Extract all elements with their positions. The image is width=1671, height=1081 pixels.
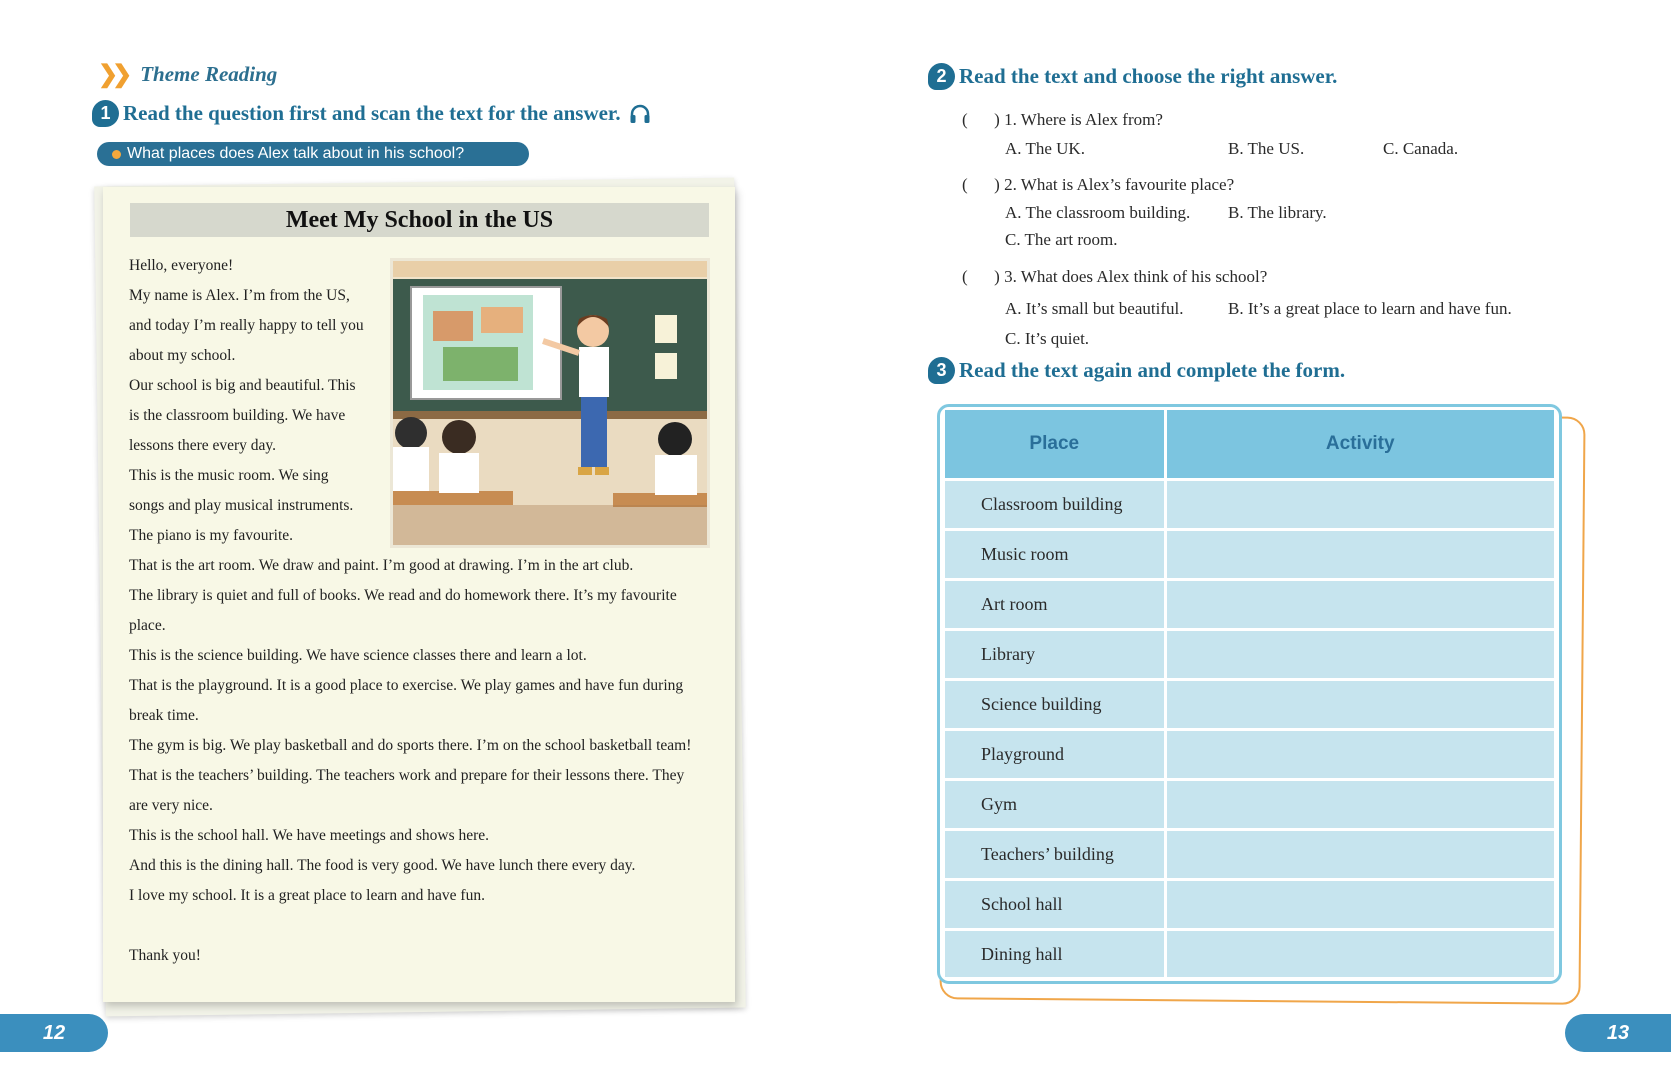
section-3-heading	[928, 357, 1345, 384]
answer-blank-close[interactable]: )	[994, 175, 1000, 194]
classroom-illustration	[390, 258, 710, 548]
section-1-number: 1	[92, 100, 119, 127]
article-line: and today I’m really happy to tell you	[129, 317, 364, 334]
question-1	[962, 110, 1163, 130]
option-a: A. The classroom building.	[1005, 203, 1191, 222]
activity-input-cell[interactable]	[1165, 780, 1554, 830]
answer-blank-close[interactable]: )	[994, 267, 1000, 286]
table-row	[945, 630, 1554, 680]
article-line: This is the school hall. We have meetings and shows here.	[129, 827, 490, 844]
question-pill-text: What places does Alex talk about in his school?	[127, 145, 465, 162]
option-c: C. It’s quiet.	[1005, 329, 1090, 348]
option-c: C. Canada.	[1383, 139, 1459, 158]
answer-blank-open[interactable]: (	[962, 110, 968, 129]
answer-blank-open[interactable]: (	[962, 267, 968, 286]
article-line: That is the art room. We draw and paint. I’m good at drawing. I’m in the art club.	[129, 557, 634, 574]
activity-input-cell[interactable]	[1165, 830, 1554, 880]
table-row	[945, 780, 1554, 830]
activity-input-cell[interactable]	[1165, 580, 1554, 630]
article-line: My name is Alex. I’m from the US,	[129, 287, 350, 304]
article-line: are very nice.	[129, 797, 213, 814]
option-c: C. The art room.	[1005, 230, 1118, 249]
option-a: A. It’s small but beautiful.	[1005, 299, 1184, 318]
article-line: lessons there every day.	[129, 437, 277, 454]
question-text: 3. What does Alex think of his school?	[1004, 267, 1268, 286]
double-chevron-icon: ❯❯	[98, 62, 127, 88]
article-line: Hello, everyone!	[129, 257, 234, 274]
place-cell: Gym	[945, 780, 1165, 830]
table-row	[945, 830, 1554, 880]
article-line: break time.	[129, 707, 199, 724]
section-1-title: Read the question first and scan the text for the answer.	[123, 101, 621, 125]
answer-blank-open[interactable]: (	[962, 175, 968, 194]
article-line: place.	[129, 617, 166, 634]
question-text: 2. What is Alex’s favourite place?	[1004, 175, 1235, 194]
place-cell: Science building	[945, 680, 1165, 730]
place-cell: Library	[945, 630, 1165, 680]
article-line: The gym is big. We play basketball and do sports there. I’m on the school basketball team!	[129, 737, 692, 754]
activity-input-cell[interactable]	[1165, 480, 1554, 530]
theme-reading-text: Theme Reading	[140, 62, 278, 86]
question-pill	[97, 142, 529, 166]
activity-input-cell[interactable]	[1165, 530, 1554, 580]
article-title: Meet My School in the US	[130, 203, 709, 237]
option-a: A. The UK.	[1005, 139, 1085, 158]
article-line: And this is the dining hall. The food is very good. We have lunch there every day.	[129, 857, 636, 874]
place-cell: Teachers’ building	[945, 830, 1165, 880]
header-activity: Activity	[1165, 410, 1554, 480]
table-row	[945, 930, 1554, 977]
section-2-heading	[928, 63, 1337, 90]
article-line: This is the science building. We have science classes there and learn a lot.	[129, 647, 587, 664]
article-line: That is the teachers’ building. The teachers work and prepare for their lessons there. They	[129, 767, 685, 784]
answer-blank-close[interactable]: )	[994, 110, 1000, 129]
table-row	[945, 880, 1554, 930]
question-3	[962, 267, 1267, 287]
section-1-heading	[92, 100, 651, 127]
form-header-row	[945, 410, 1554, 480]
page-number-tab-right	[1565, 1014, 1671, 1052]
article-line: The piano is my favourite.	[129, 527, 293, 544]
page-number: 13	[1606, 1021, 1630, 1044]
place-cell: School hall	[945, 880, 1165, 930]
table-row	[945, 530, 1554, 580]
activity-input-cell[interactable]	[1165, 880, 1554, 930]
option-b: B. The library.	[1228, 203, 1327, 222]
activity-input-cell[interactable]	[1165, 680, 1554, 730]
place-cell: Dining hall	[945, 930, 1165, 977]
article-line: I love my school. It is a great place to learn and have fun.	[129, 887, 485, 904]
article-intro	[129, 251, 368, 551]
article-line: Our school is big and beautiful. This	[129, 377, 356, 394]
article-line: about my school.	[129, 347, 236, 364]
activity-input-cell[interactable]	[1165, 930, 1554, 977]
article-line: The library is quiet and full of books. We read and do homework there. It’s my favourite	[129, 587, 677, 604]
question-text: 1. Where is Alex from?	[1004, 110, 1163, 129]
article-body	[129, 551, 709, 971]
place-cell: Music room	[945, 530, 1165, 580]
activity-input-cell[interactable]	[1165, 630, 1554, 680]
section-2-number: 2	[928, 63, 955, 90]
question-2	[962, 175, 1234, 195]
table-row	[945, 680, 1554, 730]
section-3-title: Read the text again and complete the form.	[959, 358, 1346, 382]
table-row	[945, 580, 1554, 630]
section-3-number: 3	[928, 357, 955, 384]
table-row	[945, 730, 1554, 780]
article-line: is the classroom building. We have	[129, 407, 346, 424]
place-cell: Art room	[945, 580, 1165, 630]
page-number-tab-left	[0, 1014, 108, 1052]
article-line: songs and play musical instruments.	[129, 497, 354, 514]
activity-input-cell[interactable]	[1165, 730, 1554, 780]
option-b: B. It’s a great place to learn and have fun.	[1228, 299, 1512, 318]
page-number: 12	[42, 1021, 66, 1044]
theme-reading-label	[98, 60, 277, 89]
place-cell: Playground	[945, 730, 1165, 780]
table-row	[945, 480, 1554, 530]
header-place: Place	[945, 410, 1165, 480]
bullet-dot-icon	[112, 150, 121, 159]
place-cell: Classroom building	[945, 480, 1165, 530]
article-line: That is the playground. It is a good place to exercise. We play games and have fun during	[129, 677, 684, 694]
section-2-title: Read the text and choose the right answer.	[959, 64, 1338, 88]
article-closing: Thank you!	[129, 947, 201, 964]
headphones-icon[interactable]	[629, 104, 651, 124]
place-activity-form	[945, 410, 1554, 977]
option-b: B. The US.	[1228, 139, 1305, 158]
article-line: This is the music room. We sing	[129, 467, 329, 484]
